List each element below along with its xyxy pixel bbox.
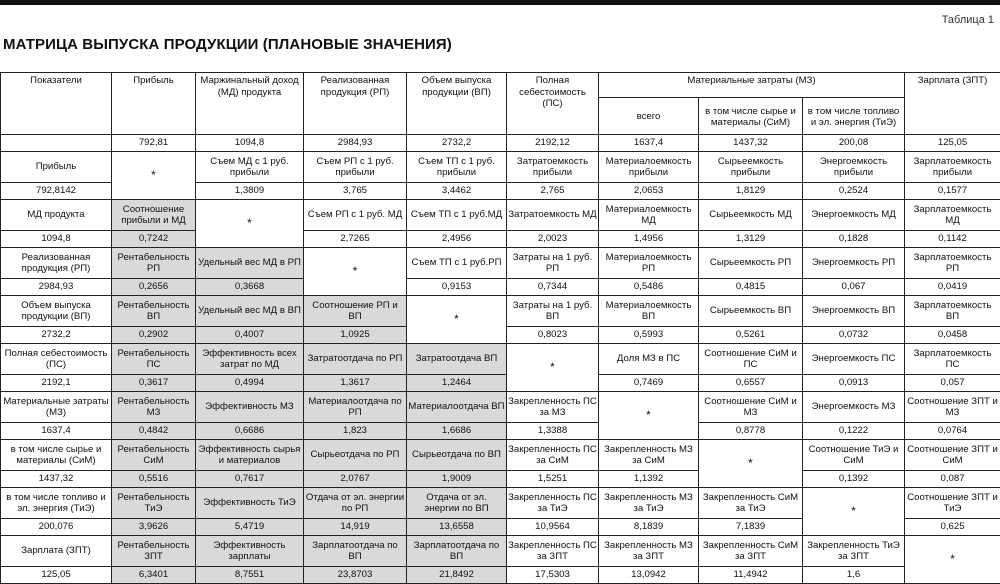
diagonal-star: * [196, 200, 304, 248]
table-row [1, 471, 1000, 488]
ratio-name: Зарплатоемкость РП [905, 248, 1000, 279]
ratio-value: 8,1839 [599, 519, 699, 536]
ratio-name: Материалоемкость прибыли [599, 152, 699, 183]
ratio-value: 1,9009 [407, 471, 507, 488]
ratio-name: Энергоемкость прибыли [803, 152, 905, 183]
column-total-value: 2732,2 [407, 135, 507, 152]
ratio-value: 0,1828 [803, 231, 905, 248]
ratio-name: Материалоемкость РП [599, 248, 699, 279]
ratio-value: 17,5303 [507, 567, 599, 584]
ratio-value: 2,765 [507, 183, 599, 200]
row-value: 1094,8 [1, 231, 112, 248]
column-total-value: 2984,93 [304, 135, 407, 152]
ratio-value: 1,1392 [599, 471, 699, 488]
header-profit: Прибыль [112, 73, 196, 135]
row-label: Полная себестоимость (ПС) [1, 344, 112, 375]
ratio-value: 1,3617 [304, 375, 407, 392]
ratio-name: Материалоотдача ВП [407, 392, 507, 423]
ratio-name: Соотношение СиМ и ПС [699, 344, 803, 375]
ratio-name: Соотношение прибыли и МД [112, 200, 196, 231]
ratio-name: Закрепленность СиМ за ТиЭ [699, 488, 803, 519]
diagonal-star: * [112, 152, 196, 200]
row-value: 2732,2 [1, 327, 112, 344]
column-total-value: 1437,32 [699, 135, 803, 152]
ratio-value: 5,4719 [196, 519, 304, 536]
ratio-value: 1,5251 [507, 471, 599, 488]
header-material-costs: Материальные затраты (МЗ) [599, 73, 905, 98]
top-rule [0, 0, 1000, 5]
ratio-name: Закрепленность ПС за ЗПТ [507, 536, 599, 567]
ratio-name: Эффективность зарплаты [196, 536, 304, 567]
table-row [1, 231, 1000, 248]
table-row [1, 344, 1000, 375]
ratio-name: Энергоемкость МЗ [803, 392, 905, 423]
ratio-value: 2,7265 [304, 231, 407, 248]
ratio-value: 2,0023 [507, 231, 599, 248]
diagonal-star: * [699, 440, 803, 488]
ratio-value: 3,4462 [407, 183, 507, 200]
ratio-name: Материалоемкость ВП [599, 296, 699, 327]
ratio-value: 0,0764 [905, 423, 1000, 440]
ratio-value: 0,2656 [112, 279, 196, 296]
row-value: 1437,32 [1, 471, 112, 488]
ratio-value: 0,5486 [599, 279, 699, 296]
column-total-value: 200,08 [803, 135, 905, 152]
diagonal-star: * [407, 296, 507, 344]
table-row [1, 200, 1000, 231]
ratio-value: 1,6686 [407, 423, 507, 440]
header-mz-total: всего [599, 98, 699, 135]
ratio-value: 0,7344 [507, 279, 599, 296]
ratio-name: Сырьеемкость ВП [699, 296, 803, 327]
row-value: 2984,93 [1, 279, 112, 296]
table-row [1, 488, 1000, 519]
ratio-value: 1,0925 [304, 327, 407, 344]
ratio-value: 0,4994 [196, 375, 304, 392]
table-row [1, 248, 1000, 279]
ratio-name: Рентабельность МЗ [112, 392, 196, 423]
row-label: Прибыль [1, 152, 112, 183]
ratio-name: Съем ТП с 1 руб.МД [407, 200, 507, 231]
header-output-volume: Объем выпуска продукции (ВП) [407, 73, 507, 135]
table-row [1, 279, 1000, 296]
ratio-value: 1,8129 [699, 183, 803, 200]
ratio-name: Сырьеемкость МД [699, 200, 803, 231]
ratio-value: 23,8703 [304, 567, 407, 584]
ratio-name: Съем ТП с 1 руб. прибыли [407, 152, 507, 183]
page-title: МАТРИЦА ВЫПУСКА ПРОДУКЦИИ (ПЛАНОВЫЕ ЗНАЧЕНИЯ) [3, 36, 452, 53]
ratio-name: Доля МЗ в ПС [599, 344, 699, 375]
ratio-name: Зарплатоемкость МД [905, 200, 1000, 231]
ratio-name: Эффективность всех затрат по МД [196, 344, 304, 375]
ratio-value: 7,1839 [699, 519, 803, 536]
ratio-name: Соотношение РП и ВП [304, 296, 407, 327]
ratio-value: 3,9626 [112, 519, 196, 536]
diagonal-star: * [599, 392, 699, 440]
ratio-value: 0,6557 [699, 375, 803, 392]
ratio-value: 0,4815 [699, 279, 803, 296]
ratio-name: Затраты на 1 руб. ВП [507, 296, 599, 327]
ratio-value: 0,4842 [112, 423, 196, 440]
ratio-name: Сырьеотдача по РП [304, 440, 407, 471]
ratio-value: 0,067 [803, 279, 905, 296]
ratio-value: 2,0767 [304, 471, 407, 488]
ratio-name: Рентабельность СиМ [112, 440, 196, 471]
table-row [1, 375, 1000, 392]
ratio-name: Затратоемкость МД [507, 200, 599, 231]
ratio-name: Закрепленность ПС за МЗ [507, 392, 599, 423]
ratio-value: 0,2524 [803, 183, 905, 200]
ratio-value: 2,0653 [599, 183, 699, 200]
header-mz-raw-materials: в том числе сырье и материалы (СиМ) [699, 98, 803, 135]
header-mz-fuel-energy: в том числе топливо и эл. энергия (ТиЭ) [803, 98, 905, 135]
ratio-name: Соотношение ЗПТ и ТиЭ [905, 488, 1000, 519]
diagonal-star: * [304, 248, 407, 296]
ratio-value: 10,9564 [507, 519, 599, 536]
ratio-name: Соотношение СиМ и МЗ [699, 392, 803, 423]
matrix-body [1, 135, 1000, 584]
ratio-value: 0,2902 [112, 327, 196, 344]
row-label: Реализованная продукция (РП) [1, 248, 112, 279]
column-total-value: 2192,12 [507, 135, 599, 152]
ratio-name: Закрепленность ПС за СиМ [507, 440, 599, 471]
ratio-value: 0,1392 [803, 471, 905, 488]
ratio-name: Энергоемкость ВП [803, 296, 905, 327]
ratio-name: Отдача от эл. энергии по ВП [407, 488, 507, 519]
ratio-value: 2,4956 [407, 231, 507, 248]
table-row [1, 392, 1000, 423]
ratio-name: Соотношение ЗПТ и МЗ [905, 392, 1000, 423]
ratio-name: Сырьеотдача по ВП [407, 440, 507, 471]
row-value: 792,8142 [1, 183, 112, 200]
ratio-value: 13,6558 [407, 519, 507, 536]
ratio-value: 1,6 [803, 567, 905, 584]
ratio-value: 0,0732 [803, 327, 905, 344]
header-sold-products: Реализованная продукция (РП) [304, 73, 407, 135]
ratio-name: Энергоемкость МД [803, 200, 905, 231]
ratio-name: Затраты на 1 руб. РП [507, 248, 599, 279]
diagonal-star: * [905, 536, 1000, 584]
ratio-value: 1,4956 [599, 231, 699, 248]
ratio-value: 0,4007 [196, 327, 304, 344]
ratio-name: Затратоемкость прибыли [507, 152, 599, 183]
ratio-name: Удельный вес МД в РП [196, 248, 304, 279]
ratio-name: Эффективность ТиЭ [196, 488, 304, 519]
ratio-value: 0,1222 [803, 423, 905, 440]
ratio-name: Материалоотдача по РП [304, 392, 407, 423]
ratio-name: Зарплатоемкость прибыли [905, 152, 1000, 183]
header-marginal-income: Маржинальный доход (МД) продукта [196, 73, 304, 135]
ratio-value: 0,7242 [112, 231, 196, 248]
ratio-name: Сырьеемкость прибыли [699, 152, 803, 183]
row-label: в том числе сырье и материалы (СиМ) [1, 440, 112, 471]
ratio-name: Зарплатоемкость ПС [905, 344, 1000, 375]
row-label: Зарплата (ЗПТ) [1, 536, 112, 567]
ratio-value: 6,3401 [112, 567, 196, 584]
ratio-name: Съем РП с 1 руб. прибыли [304, 152, 407, 183]
ratio-name: Закрепленность ПС за ТиЭ [507, 488, 599, 519]
table-row [1, 536, 1000, 567]
ratio-name: Рентабельность ВП [112, 296, 196, 327]
header-full-cost: Полная себестоимость (ПС) [507, 73, 599, 135]
ratio-name: Закрепленность СиМ за ЗПТ [699, 536, 803, 567]
row-label: Объем выпуска продукции (ВП) [1, 296, 112, 327]
ratio-value: 0,0419 [905, 279, 1000, 296]
ratio-value: 0,5516 [112, 471, 196, 488]
ratio-value: 0,0458 [905, 327, 1000, 344]
ratio-value: 0,625 [905, 519, 1000, 536]
diagonal-star: * [803, 488, 905, 536]
ratio-name: Эффективность МЗ [196, 392, 304, 423]
ratio-name: Сырьеемкость РП [699, 248, 803, 279]
ratio-name: Рентабельность ТиЭ [112, 488, 196, 519]
ratio-name: Съем МД с 1 руб. прибыли [196, 152, 304, 183]
ratio-value: 0,8023 [507, 327, 599, 344]
ratio-name: Закрепленность МЗ за ТиЭ [599, 488, 699, 519]
ratio-name: Рентабельность ПС [112, 344, 196, 375]
ratio-name: Закрепленность МЗ за ЗПТ [599, 536, 699, 567]
ratio-value: 0,3668 [196, 279, 304, 296]
ratio-name: Зарплатоемкость ВП [905, 296, 1000, 327]
column-total-value: 1094,8 [196, 135, 304, 152]
row-value: 200,076 [1, 519, 112, 536]
ratio-name: Затратоотдача ВП [407, 344, 507, 375]
ratio-value: 1,3388 [507, 423, 599, 440]
row-label: Материальные затраты (МЗ) [1, 392, 112, 423]
ratio-value: 0,8778 [699, 423, 803, 440]
ratio-value: 0,7469 [599, 375, 699, 392]
table-row [1, 440, 1000, 471]
ratio-value: 0,3617 [112, 375, 196, 392]
ratio-name: Съем ТП с 1 руб.РП [407, 248, 507, 279]
ratio-value: 11,4942 [699, 567, 803, 584]
ratio-name: Закрепленность ТиЭ за ЗПТ [803, 536, 905, 567]
header-indicators: Показатели [1, 73, 112, 135]
column-total-value: 125,05 [905, 135, 1000, 152]
ratio-value: 3,765 [304, 183, 407, 200]
row-value: 125,05 [1, 567, 112, 584]
ratio-value: 1,823 [304, 423, 407, 440]
column-total-value: 1637,4 [599, 135, 699, 152]
row-label: в том числе топливо и эл. энергия (ТиЭ) [1, 488, 112, 519]
ratio-value: 0,1142 [905, 231, 1000, 248]
ratio-value: 1,2464 [407, 375, 507, 392]
ratio-value: 1,3809 [196, 183, 304, 200]
ratio-value: 0,9153 [407, 279, 507, 296]
table-row [1, 567, 1000, 584]
ratio-value: 0,057 [905, 375, 1000, 392]
ratio-value: 0,6686 [196, 423, 304, 440]
table-row [1, 152, 1000, 183]
ratio-name: Отдача от эл. энергии по РП [304, 488, 407, 519]
ratio-value: 1,3129 [699, 231, 803, 248]
ratio-value: 0,1577 [905, 183, 1000, 200]
table-row [1, 135, 1000, 152]
ratio-value: 13,0942 [599, 567, 699, 584]
ratio-value: 8,7551 [196, 567, 304, 584]
ratio-value: 0,5261 [699, 327, 803, 344]
ratio-name: Съем РП с 1 руб. МД [304, 200, 407, 231]
column-total-value: 792,81 [112, 135, 196, 152]
product-output-matrix [0, 72, 1000, 584]
ratio-value: 0,087 [905, 471, 1000, 488]
table-row [1, 423, 1000, 440]
ratio-name: Зарплатоотдача по ВП [304, 536, 407, 567]
row-value: 2192,1 [1, 375, 112, 392]
ratio-name: Рентабельность ЗПТ [112, 536, 196, 567]
ratio-name: Соотношение ТиЭ и СиМ [803, 440, 905, 471]
diagonal-star: * [507, 344, 599, 392]
header-salary: Зарплата (ЗПТ) [905, 73, 1000, 135]
ratio-name: Удельный вес МД в ВП [196, 296, 304, 327]
ratio-value: 21,8492 [407, 567, 507, 584]
ratio-value: 0,5993 [599, 327, 699, 344]
ratio-name: Энергоемкость ПС [803, 344, 905, 375]
ratio-value: 0,0913 [803, 375, 905, 392]
ratio-value: 14,919 [304, 519, 407, 536]
row-value: 1637,4 [1, 423, 112, 440]
table-number-label: Таблица 1 [942, 14, 994, 26]
ratio-name: Рентабельность РП [112, 248, 196, 279]
ratio-name: Соотношение ЗПТ и СиМ [905, 440, 1000, 471]
ratio-name: Закрепленность МЗ за СиМ [599, 440, 699, 471]
ratio-name: Энергоемкость РП [803, 248, 905, 279]
empty-cell [1, 135, 112, 152]
ratio-name: Зарплатоотдача по ВП [407, 536, 507, 567]
row-label: МД продукта [1, 200, 112, 231]
ratio-name: Эффективность сырья и материалов [196, 440, 304, 471]
ratio-name: Материалоемкость МД [599, 200, 699, 231]
ratio-name: Затратоотдача по РП [304, 344, 407, 375]
table-row [1, 296, 1000, 327]
ratio-value: 0,7617 [196, 471, 304, 488]
